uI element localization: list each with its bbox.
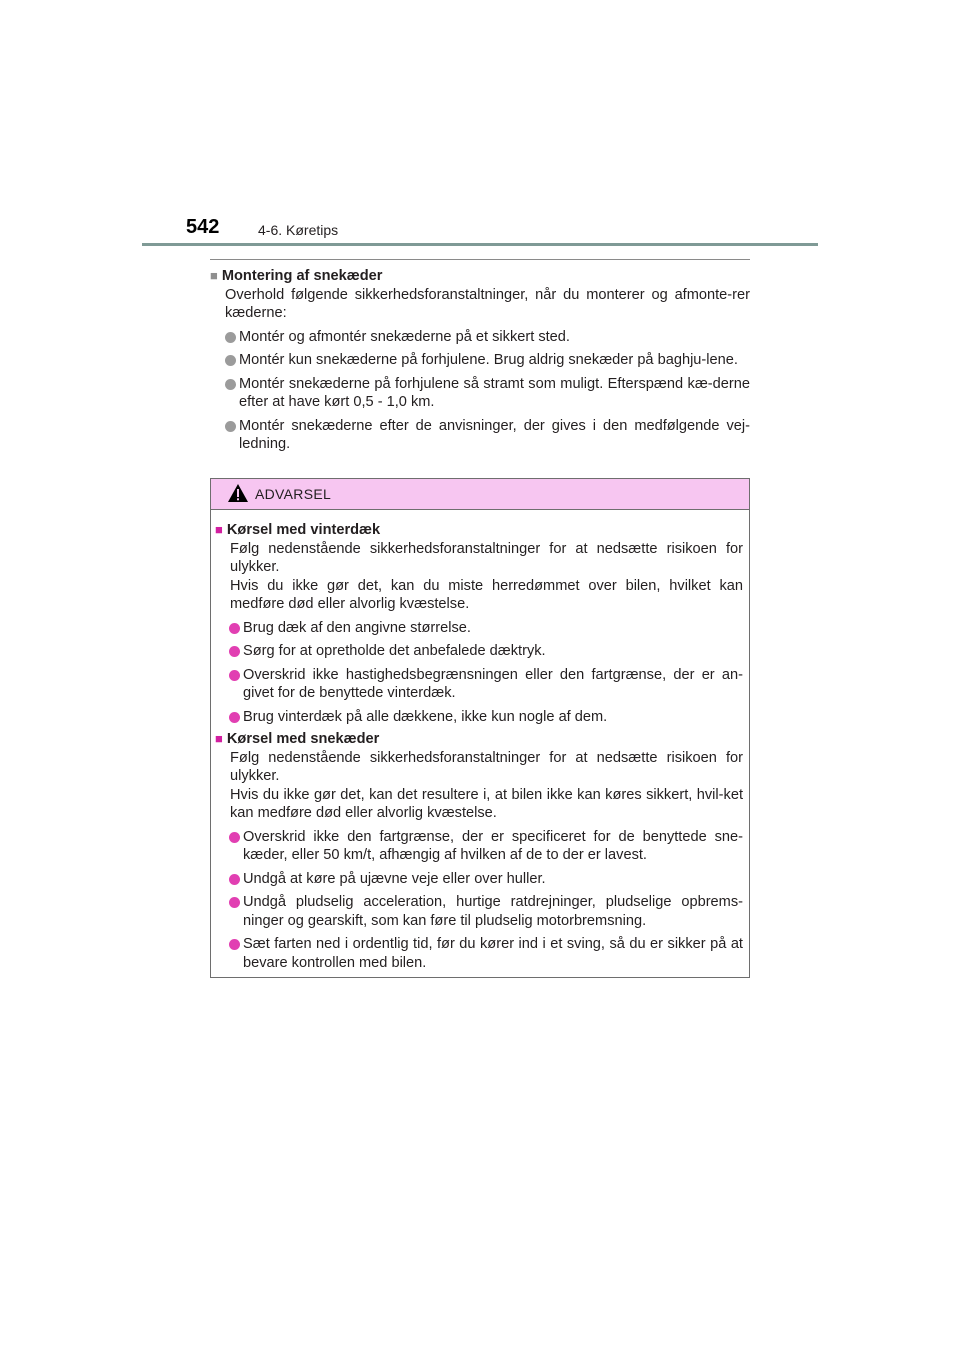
warning-header [211,479,749,510]
mounting-intro: Overhold følgende sikkerhedsforanstaltninger, når du monterer og afmonte-rer kæderne: [225,286,750,321]
bullet-dot-icon [229,897,240,908]
winter-intro-2: Hvis du ikke gør det, kan du miste herredømmet over bilen, hvilket kan medføre død eller alvorlig kvæstelse. [230,577,743,612]
page-number: 542 [186,216,220,238]
bullet-dot-icon [229,874,240,885]
list-item: Sørg for at opretholde det anbefalede dæktryk. [243,642,743,661]
list-item: Montér og afmontér snekæderne på et sikkert sted. [239,328,750,347]
bullet-dot-icon [229,939,240,950]
list-item: Montér snekæderne efter de anvisninger, der gives i den medfølgende vej-ledning. [239,417,750,454]
warning-triangle-icon [227,483,249,503]
snow-chains-section [215,730,743,972]
warning-box [210,478,750,978]
list-item: Sæt farten ned i ordentlig tid, før du kører ind i et sving, så du er sikker på at bevare kontrollen med bilen. [243,935,743,972]
square-bullet-icon: ■ [210,268,218,283]
mounting-section [210,267,750,454]
bullet-dot-icon [229,623,240,634]
winter-heading: ■ Kørsel med vinterdæk [215,522,381,538]
square-bullet-icon: ■ [215,522,223,537]
list-item: Brug vinterdæk på alle dækkene, ikke kun nogle af dem. [243,708,743,727]
bullet-dot-icon [229,670,240,681]
list-item: Overskrid ikke den fartgrænse, der er specificeret for de benyttede sne-kæder, eller 50 km/t, afhængig af hvilken af de to der er lavest. [243,828,743,865]
chains-intro-1: Følg nedenstående sikkerhedsforanstaltninger for at nedsætte risikoen for ulykker. [230,749,743,784]
section-divider [210,259,750,260]
warning-body [215,521,743,976]
list-item: Overskrid ikke hastighedsbegrænsningen eller den fartgrænse, der er an-givet for de benyttede vinterdæk. [243,666,743,703]
warning-label: ADVARSEL [255,486,332,502]
chains-heading: ■ Kørsel med snekæder [215,731,380,747]
winter-intro-1: Følg nedenstående sikkerhedsforanstaltninger for at nedsætte risikoen for ulykker. [230,540,743,575]
list-item: Montér kun snekæderne på forhjulene. Brug aldrig snekæder på baghju-lene. [239,351,750,370]
list-item: Undgå pludselig acceleration, hurtige ratdrejninger, pludselige opbrems-ninger og gearskift, som kan føre til pludselig motorbremsning. [243,893,743,930]
winter-tires-section [215,521,743,726]
bullet-dot-icon [229,712,240,723]
bullet-dot-icon [225,379,236,390]
list-item: Undgå at køre på ujævne veje eller over huller. [243,870,743,889]
bullet-dot-icon [229,646,240,657]
list-item: Brug dæk af den angivne størrelse. [243,619,743,638]
square-bullet-icon: ■ [215,731,223,746]
list-item: Montér snekæderne på forhjulene så stramt som muligt. Efterspænd kæ-derne efter at have kørt 0,5 - 1,0 km. [239,375,750,412]
header-rule [142,243,818,246]
chains-intro-2: Hvis du ikke gør det, kan det resultere i, at bilen ikke kan køres sikkert, hvil-ket kan medføre død eller alvorlig kvæstelse. [230,786,743,821]
mounting-heading: ■ Montering af snekæder [210,268,383,284]
section-title: 4-6. Køretips [258,222,339,238]
bullet-dot-icon [229,832,240,843]
bullet-dot-icon [225,355,236,366]
bullet-dot-icon [225,421,236,432]
bullet-dot-icon [225,332,236,343]
